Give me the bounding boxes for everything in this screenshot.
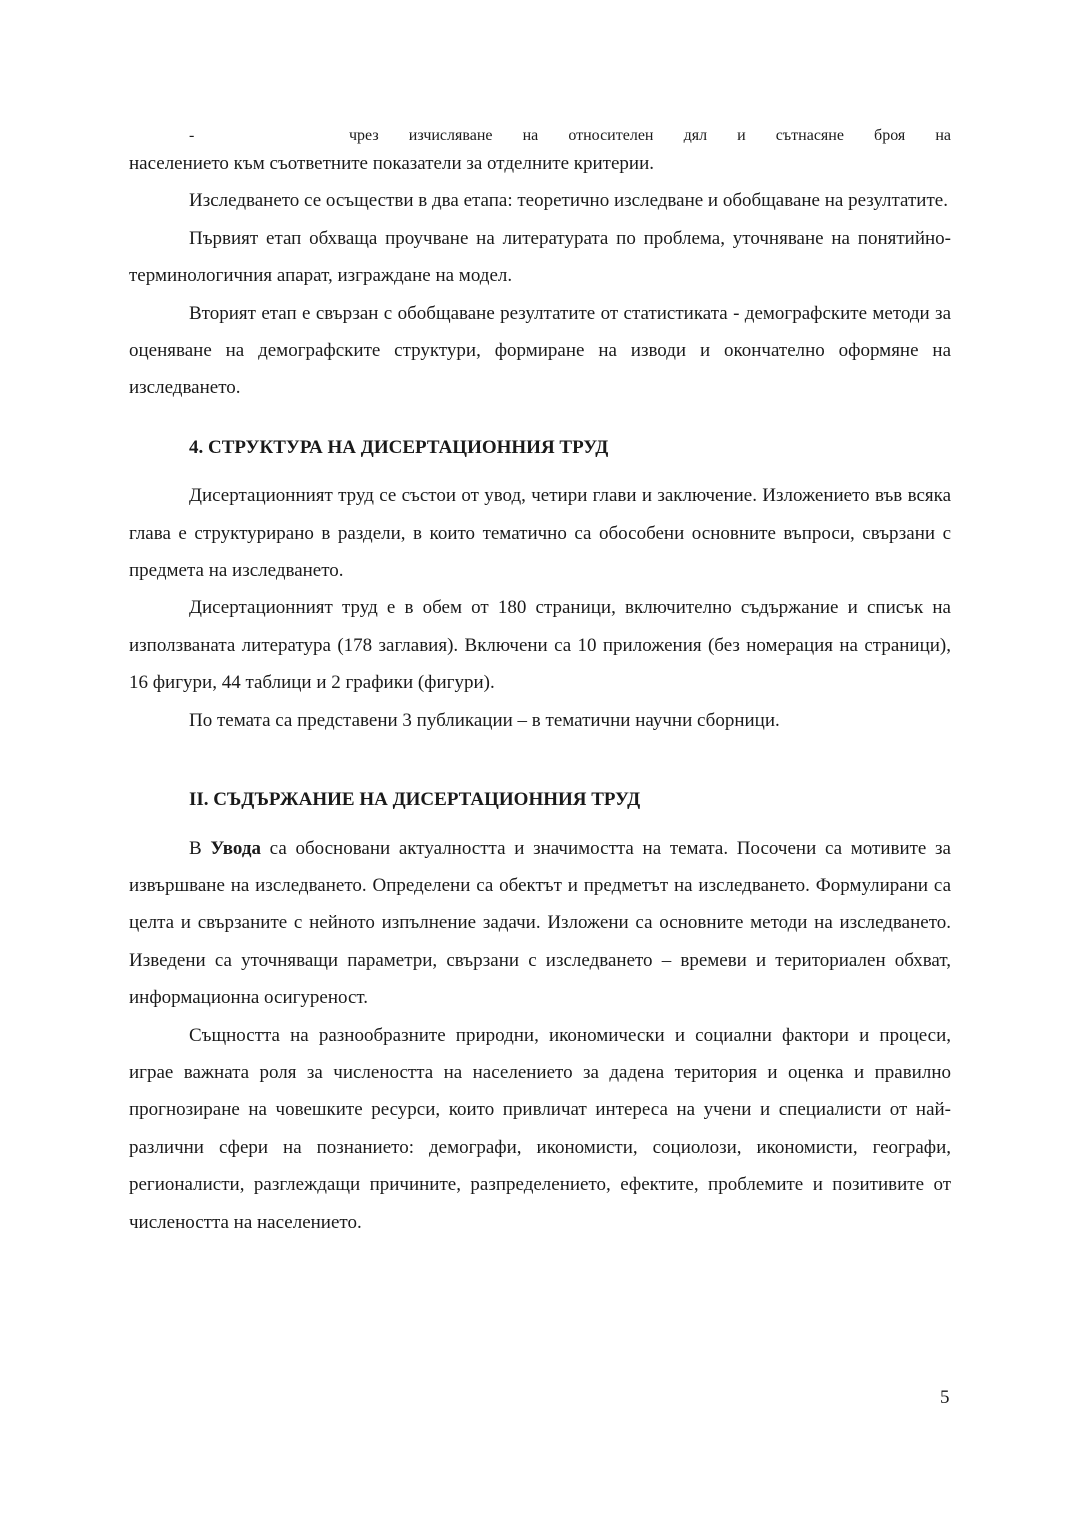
paragraph-structure: Дисертационният труд се състои от увод, четири глави и заключение. Изложението във всяка глава е структурирано в раздели, в които тематично са обособени основните въпроси, свързани с предмета на изследването. — [129, 485, 951, 582]
paragraph-volume: Дисертационният труд е в обем от 180 страници, включително съдържание и списък на използваната литература (178 заглавия). Включени са 10 приложения (без номерация на страници), 16 фигури, 44 таблици и 2 графики (фигури). — [129, 597, 951, 694]
page-number: 5 — [940, 1387, 950, 1408]
list-item-text-line2: населението към съответните показатели за отделните критерии. — [129, 153, 654, 174]
intro-rest: са обосновани актуалността и значимостта на темата. Посочени са мотивите за извършване на изследването. Определени са обектът и предметът на изследването. Формулирани са целта и свързаните с нейното изпълнение задачи. Изложени са основните методи на изследването. Изведени са уточняващи параметри, свързани с изследването – времеви и териториален обхват, информационна осигуреност. — [129, 837, 951, 1009]
list-item-text-line1: чрез изчисляване на относителен дял и сътнасяне броя на — [349, 127, 951, 144]
paragraph-introduction — [129, 830, 951, 1017]
intro-prefix: В — [189, 837, 211, 859]
document-page — [129, 127, 951, 1241]
paragraph-first-stage: Първият етап обхваща проучване на литературата по проблема, уточняване на понятийно-терминологичния апарат, изграждане на модел. — [129, 227, 951, 287]
list-dash: - — [189, 127, 195, 144]
paragraph-stages: Изследването се осъществи в два етапа: теоретично изследване и обобщаване на резултатите. — [189, 190, 948, 212]
paragraph-publications: По темата са представени 3 публикации – в тематични научни сборници. — [189, 709, 780, 731]
heading-section-ii: II. СЪДЪРЖАНИЕ НА ДИСЕРТАЦИОННИЯ ТРУД — [189, 789, 641, 811]
paragraph-second-stage: Вторият етап е свързан с обобщаване резултатите от статистиката - демографските методи за оценяване на демографските структури, формиране на изводи и окончателно оформяне на изследването. — [129, 302, 951, 399]
heading-section-4: 4. СТРУКТУРА НА ДИСЕРТАЦИОННИЯ ТРУД — [189, 436, 609, 458]
intro-bold-term: Увода — [210, 837, 261, 859]
dash-list-item — [129, 127, 951, 145]
paragraph-factors: Същността на разнообразните природни, икономически и социални фактори и процеси, играе важната роля за числеността на населението за дадена територия и оценка и правилно прогнозиране на човешките ресурси, които привличат интереса на учени и специалисти от най-различни сфери на познанието: демографи, икономисти, социолози, икономисти, географи, регионалисти, разглеждащи причините, разпределението, ефектите, проблемите и позитивите от числеността на населението. — [129, 1024, 951, 1233]
